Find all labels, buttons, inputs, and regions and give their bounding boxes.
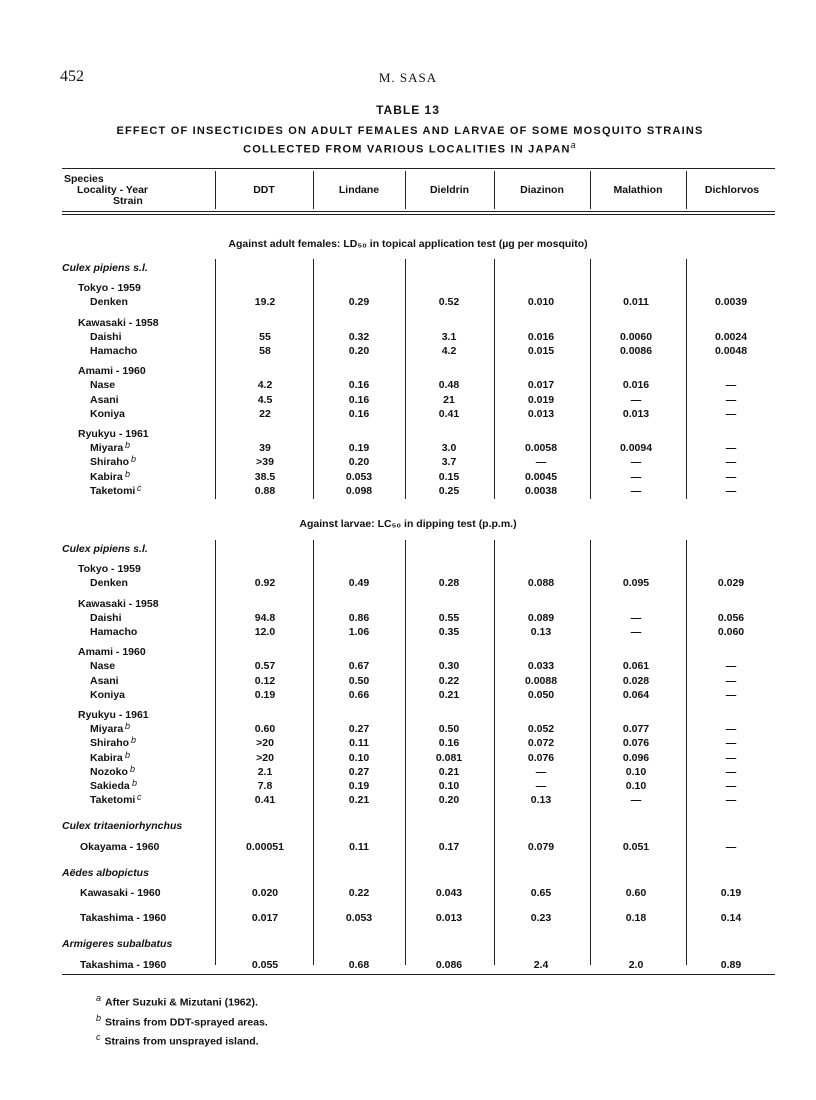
table-cell: 0.13 (530, 626, 552, 638)
table-cell: 0.016 (527, 331, 555, 343)
locality-name: Ryukyu - 1961 (78, 709, 149, 721)
strain-name: Nase (90, 379, 116, 391)
table-cell: 0.20 (348, 456, 370, 468)
table-cell: 19.2 (254, 296, 276, 308)
table-cell: 0.22 (438, 675, 460, 687)
table-cell: 94.8 (254, 612, 276, 624)
table-cell: 3.7 (441, 456, 457, 468)
table-row: Taketomi c 0.88 0.098 0.25 0.0038 — — (0, 485, 816, 499)
table-row (0, 345, 816, 359)
table-cell: 0.055 (251, 959, 279, 971)
table-row (0, 408, 816, 422)
species-row (0, 938, 816, 952)
table-cell: >20 (256, 752, 274, 764)
table-cell: 0.0039 (714, 296, 748, 308)
table-cell: 0.35 (438, 626, 460, 638)
locality-row (0, 563, 816, 577)
header-rule-2 (62, 214, 775, 215)
locality-row (0, 646, 816, 660)
table-cell: 12.0 (254, 626, 276, 638)
species-name: Aëdes albopictus (62, 867, 149, 879)
locality-name: Takashima - 1960 (80, 912, 167, 924)
table-cell: 21 (443, 394, 455, 406)
table-cell: 0.21 (348, 794, 370, 806)
table-cell: 0.52 (438, 296, 460, 308)
header-locality-line: Locality - Year (77, 184, 149, 196)
table-cell: 0.29 (348, 296, 370, 308)
table-cell: 0.0088 (524, 675, 558, 687)
table-cell: — (535, 456, 547, 468)
table-cell: 0.016 (622, 379, 650, 391)
col-divider (590, 171, 591, 209)
table-cell: 0.25 (438, 485, 460, 497)
table-caption (100, 124, 720, 157)
table-cell: 0.48 (438, 379, 460, 391)
table-cell: 4.5 (257, 394, 273, 406)
table-cell: 39 (259, 442, 271, 454)
table-cell: — (725, 675, 737, 687)
table-cell: 38.5 (254, 471, 276, 483)
locality-row (0, 282, 816, 296)
table-cell: — (725, 723, 737, 735)
table-row (0, 394, 816, 408)
table-cell: 0.14 (720, 912, 742, 924)
table-cell: 0.21 (438, 689, 460, 701)
table-cell: 0.60 (254, 723, 276, 735)
table-cell: 2.0 (628, 959, 644, 971)
col-divider (494, 171, 495, 209)
table-cell: 2.1 (257, 766, 273, 778)
table-cell: 0.86 (348, 612, 370, 624)
section-title-larvae: Against larvae: LC₅₀ in dipping test (p.p.m.) (299, 518, 517, 530)
col-divider (686, 171, 687, 209)
table-cell: 0.053 (345, 471, 373, 483)
table-row: Shiraho b >39 0.20 3.7 — — — (0, 456, 816, 470)
table-cell: — (630, 794, 642, 806)
species-name: Culex pipiens s.l. (62, 262, 148, 274)
header-ddt: DDT (253, 184, 275, 196)
footnote-text: Strains from unsprayed island. (104, 1035, 259, 1048)
footnote (96, 1030, 268, 1050)
section-title-adult: Against adult females: LD₅₀ in topical application test (µg per mosquito) (228, 238, 588, 250)
species-name: Culex pipiens s.l. (62, 543, 148, 555)
table-row (0, 959, 816, 973)
table-cell: 0.20 (348, 345, 370, 357)
table-cell: 0.50 (438, 723, 460, 735)
table-cell: 0.056 (717, 612, 745, 624)
table-cell: 3.0 (441, 442, 457, 454)
table-cell: 0.081 (435, 752, 463, 764)
table-cell: 0.16 (438, 737, 460, 749)
locality-row (0, 365, 816, 379)
table-cell: — (725, 394, 737, 406)
table-cell: 0.052 (527, 723, 555, 735)
table-cell: 0.019 (527, 394, 555, 406)
table-cell: — (630, 471, 642, 483)
table-cell: 0.00051 (246, 841, 284, 853)
table-cell: 0.67 (348, 660, 370, 672)
table-cell: 0.41 (254, 794, 276, 806)
table-cell: 0.10 (625, 780, 647, 792)
table-cell: 0.20 (438, 794, 460, 806)
locality-name: Okayama - 1960 (80, 841, 160, 853)
table-cell: 0.053 (345, 912, 373, 924)
strain-name: Taketomi (90, 794, 136, 806)
locality-name: Tokyo - 1959 (78, 563, 141, 575)
table-cell: — (725, 442, 737, 454)
table-cell: 0.65 (530, 887, 552, 899)
table-cell: 0.10 (625, 766, 647, 778)
footnote-mark: b (96, 1012, 102, 1023)
table-cell: — (725, 689, 737, 701)
footnote-text: After Suzuki & Mizutani (1962). (105, 996, 258, 1009)
table-row (0, 296, 816, 310)
species-name: Culex tritaeniorhynchus (62, 820, 183, 832)
table-cell: 0.60 (625, 887, 647, 899)
table-cell: 0.21 (438, 766, 460, 778)
table-cell: 0.020 (251, 887, 279, 899)
table-cell: 0.49 (348, 577, 370, 589)
table-cell: 0.029 (717, 577, 745, 589)
strain-name: Kabira (90, 471, 123, 483)
table-cell: 0.12 (254, 675, 276, 687)
table-cell: 0.68 (348, 959, 370, 971)
species-row (0, 262, 816, 276)
table-cell: 0.061 (622, 660, 650, 672)
table-cell: 0.0094 (619, 442, 653, 454)
table-cell: 0.079 (527, 841, 555, 853)
table-row: Nozoko b 2.1 0.27 0.21 — 0.10 — (0, 766, 816, 780)
table-cell: 0.27 (348, 766, 370, 778)
caption-footnote-mark: a (570, 140, 577, 150)
table-cell: 0.23 (530, 912, 552, 924)
strain-name: Nozoko (90, 766, 128, 778)
table-cell: 0.11 (349, 841, 369, 853)
strain-name: Kabira (90, 752, 123, 764)
table-row (0, 675, 816, 689)
strain-name: Denken (90, 577, 128, 589)
table-cell: 0.13 (530, 794, 552, 806)
table-cell: — (725, 737, 737, 749)
table-cell: 0.077 (622, 723, 650, 735)
table-cell: 0.18 (625, 912, 647, 924)
table-cell: 0.0045 (524, 471, 558, 483)
footnote (96, 1011, 268, 1031)
table-row (0, 331, 816, 345)
strain-name: Miyara (90, 442, 124, 454)
locality-name: Amami - 1960 (78, 646, 146, 658)
table-cell: — (630, 456, 642, 468)
table-cell: 0.28 (438, 577, 460, 589)
footnote-text: Strains from DDT-sprayed areas. (105, 1016, 268, 1028)
header-species (64, 174, 148, 207)
table-cell: 0.22 (348, 887, 370, 899)
table-row (0, 689, 816, 703)
page-number: 452 (60, 68, 84, 85)
table-label: TABLE 13 (376, 103, 440, 117)
table-cell: 0.27 (348, 723, 370, 735)
locality-name: Ryukyu - 1961 (78, 428, 149, 440)
table-cell: — (725, 794, 737, 806)
footnotes (96, 991, 268, 1050)
table-cell: 0.015 (527, 345, 555, 357)
table-cell: 0.095 (622, 577, 650, 589)
strain-name: Hamacho (90, 345, 138, 357)
table-row (0, 912, 816, 926)
table-cell: 0.19 (348, 780, 370, 792)
strain-name: Miyara (90, 723, 124, 735)
table-cell: >20 (256, 737, 274, 749)
table-cell: >39 (256, 456, 274, 468)
table-row: Kabira b >20 0.10 0.081 0.076 0.096 — (0, 752, 816, 766)
footnote-mark: c (96, 1032, 101, 1042)
table-cell: 0.0058 (524, 442, 558, 454)
table-cell: 0.15 (438, 471, 460, 483)
locality-name: Kawasaki - 1960 (80, 887, 161, 899)
table-cell: — (725, 471, 737, 483)
table-row: Miyara b 0.60 0.27 0.50 0.052 0.077 — (0, 723, 816, 737)
header-diazinon: Diazinon (520, 184, 564, 196)
table-cell: — (725, 752, 737, 764)
locality-row (0, 428, 816, 442)
table-cell: 0.19 (720, 887, 742, 899)
table-cell: — (725, 780, 737, 792)
species-row (0, 543, 816, 557)
table-cell: — (535, 766, 547, 778)
species-row (0, 867, 816, 881)
table-cell: 0.0060 (619, 331, 653, 343)
strain-name: Taketomi (90, 485, 136, 497)
table-cell: 0.16 (348, 394, 370, 406)
table-row (0, 612, 816, 626)
header-dieldrin: Dieldrin (429, 184, 470, 196)
col-divider (215, 171, 216, 209)
locality-name: Kawasaki - 1958 (78, 598, 159, 610)
table-cell: 58 (259, 345, 271, 357)
table-row: Taketomi c 0.41 0.21 0.20 0.13 — — (0, 794, 816, 808)
strain-name: Hamacho (90, 626, 138, 638)
table-row (0, 660, 816, 674)
table-cell: 22 (259, 408, 271, 420)
table-cell: 0.11 (349, 737, 369, 749)
table-row (0, 626, 816, 640)
table-cell: — (725, 456, 737, 468)
table-row: Kabira b 38.5 0.053 0.15 0.0045 — — (0, 471, 816, 485)
table-cell: 0.051 (622, 841, 650, 853)
header-dichlorvos: Dichlorvos (704, 184, 760, 196)
strain-name: Shiraho (90, 456, 130, 468)
table-cell: 0.88 (254, 485, 276, 497)
table-cell: 0.072 (527, 737, 555, 749)
table-cell: 3.1 (441, 331, 457, 343)
table-row: Sakieda b 7.8 0.19 0.10 — 0.10 — (0, 780, 816, 794)
table-top-rule (62, 168, 775, 169)
table-cell: 0.076 (622, 737, 650, 749)
table-cell: 0.55 (438, 612, 460, 624)
table-cell: 0.0048 (714, 345, 748, 357)
header-lindane: Lindane (338, 184, 380, 196)
table-bottom-rule (62, 974, 775, 975)
table-cell: 0.028 (622, 675, 650, 687)
table-cell: 0.098 (345, 485, 373, 497)
footnote-mark: a (96, 993, 102, 1003)
table-cell: 0.043 (435, 887, 463, 899)
table-row (0, 577, 816, 591)
table-cell: 0.16 (348, 379, 370, 391)
species-name: Armigeres subalbatus (62, 938, 173, 950)
strain-name: Sakieda (90, 780, 130, 792)
header-species-line: Species (64, 173, 104, 185)
table-cell: 0.10 (348, 752, 370, 764)
table-cell: 0.89 (720, 959, 742, 971)
col-divider (405, 171, 406, 209)
table-cell: 0.017 (527, 379, 555, 391)
table-cell: 0.30 (438, 660, 460, 672)
table-cell: 0.19 (348, 442, 370, 454)
table-cell: 0.0024 (714, 331, 748, 343)
table-cell: 0.017 (251, 912, 279, 924)
col-divider (313, 171, 314, 209)
header-malathion: Malathion (613, 184, 663, 196)
locality-row (0, 709, 816, 723)
table-cell: 0.17 (438, 841, 460, 853)
table-cell: 0.66 (348, 689, 370, 701)
table-cell: 0.16 (348, 408, 370, 420)
header-rule-1 (62, 211, 775, 212)
table-cell: 0.033 (527, 660, 555, 672)
table-row (0, 887, 816, 901)
table-cell: 4.2 (441, 345, 457, 357)
header-strain-line: Strain (113, 195, 143, 207)
strain-name: Shiraho (90, 737, 130, 749)
table-cell: 0.41 (438, 408, 460, 420)
table-caption-text: EFFECT OF INSECTICIDES ON ADULT FEMALES AND LARVAE OF SOME MOSQUITO STRAINS COLLECTED FROM VARIOUS LOCALITIES IN JAPAN (116, 125, 704, 156)
table-cell: — (725, 660, 737, 672)
running-head: M. SASA (378, 70, 438, 85)
table-cell: 0.013 (622, 408, 650, 420)
table-cell: 0.060 (717, 626, 745, 638)
strain-name: Asani (90, 675, 119, 687)
table-cell: 0.013 (527, 408, 555, 420)
table-cell: — (725, 408, 737, 420)
table-cell: — (630, 626, 642, 638)
table-cell: 0.92 (254, 577, 276, 589)
locality-row (0, 317, 816, 331)
table-cell: 0.050 (527, 689, 555, 701)
table-cell: 0.089 (527, 612, 555, 624)
table-cell: 0.19 (254, 689, 276, 701)
locality-name: Takashima - 1960 (80, 959, 167, 971)
table-cell: 0.0038 (524, 485, 558, 497)
table-cell: 7.8 (257, 780, 273, 792)
table-row (0, 841, 816, 855)
table-row: Shiraho b >20 0.11 0.16 0.072 0.076 — (0, 737, 816, 751)
table-cell: 1.06 (348, 626, 370, 638)
table-cell: — (725, 379, 737, 391)
table-cell: 55 (259, 331, 271, 343)
table-cell: 0.010 (527, 296, 555, 308)
table-cell: 0.0086 (619, 345, 653, 357)
table-cell: 0.076 (527, 752, 555, 764)
table-row (0, 379, 816, 393)
table-cell: — (630, 394, 642, 406)
strain-name: Daishi (90, 612, 122, 624)
table-cell: — (725, 841, 737, 853)
table-cell: 0.32 (348, 331, 370, 343)
table-cell: 0.064 (622, 689, 650, 701)
table-cell: 0.011 (623, 296, 649, 308)
table-cell: 0.10 (438, 780, 460, 792)
footnote (96, 991, 268, 1011)
table-cell: 0.57 (254, 660, 276, 672)
strain-name: Nase (90, 660, 116, 672)
table-cell: 0.088 (527, 577, 555, 589)
table-cell: 0.50 (348, 675, 370, 687)
strain-name: Koniya (90, 689, 126, 701)
strain-name: Asani (90, 394, 119, 406)
table-cell: 0.096 (622, 752, 650, 764)
table-cell: — (725, 485, 737, 497)
table-cell: — (630, 612, 642, 624)
table-cell: 0.086 (435, 959, 463, 971)
species-row (0, 820, 816, 834)
table-cell: 0.013 (435, 912, 463, 924)
strain-name: Koniya (90, 408, 126, 420)
table-cell: — (725, 766, 737, 778)
table-cell: — (630, 485, 642, 497)
strain-name: Denken (90, 296, 128, 308)
table-cell: — (535, 780, 547, 792)
strain-name: Daishi (90, 331, 122, 343)
locality-row (0, 598, 816, 612)
table-row: Miyara b 39 0.19 3.0 0.0058 0.0094 — (0, 442, 816, 456)
locality-name: Kawasaki - 1958 (78, 317, 159, 329)
table-cell: 2.4 (533, 959, 549, 971)
locality-name: Amami - 1960 (78, 365, 146, 377)
table-cell: 4.2 (257, 379, 273, 391)
locality-name: Tokyo - 1959 (78, 282, 141, 294)
